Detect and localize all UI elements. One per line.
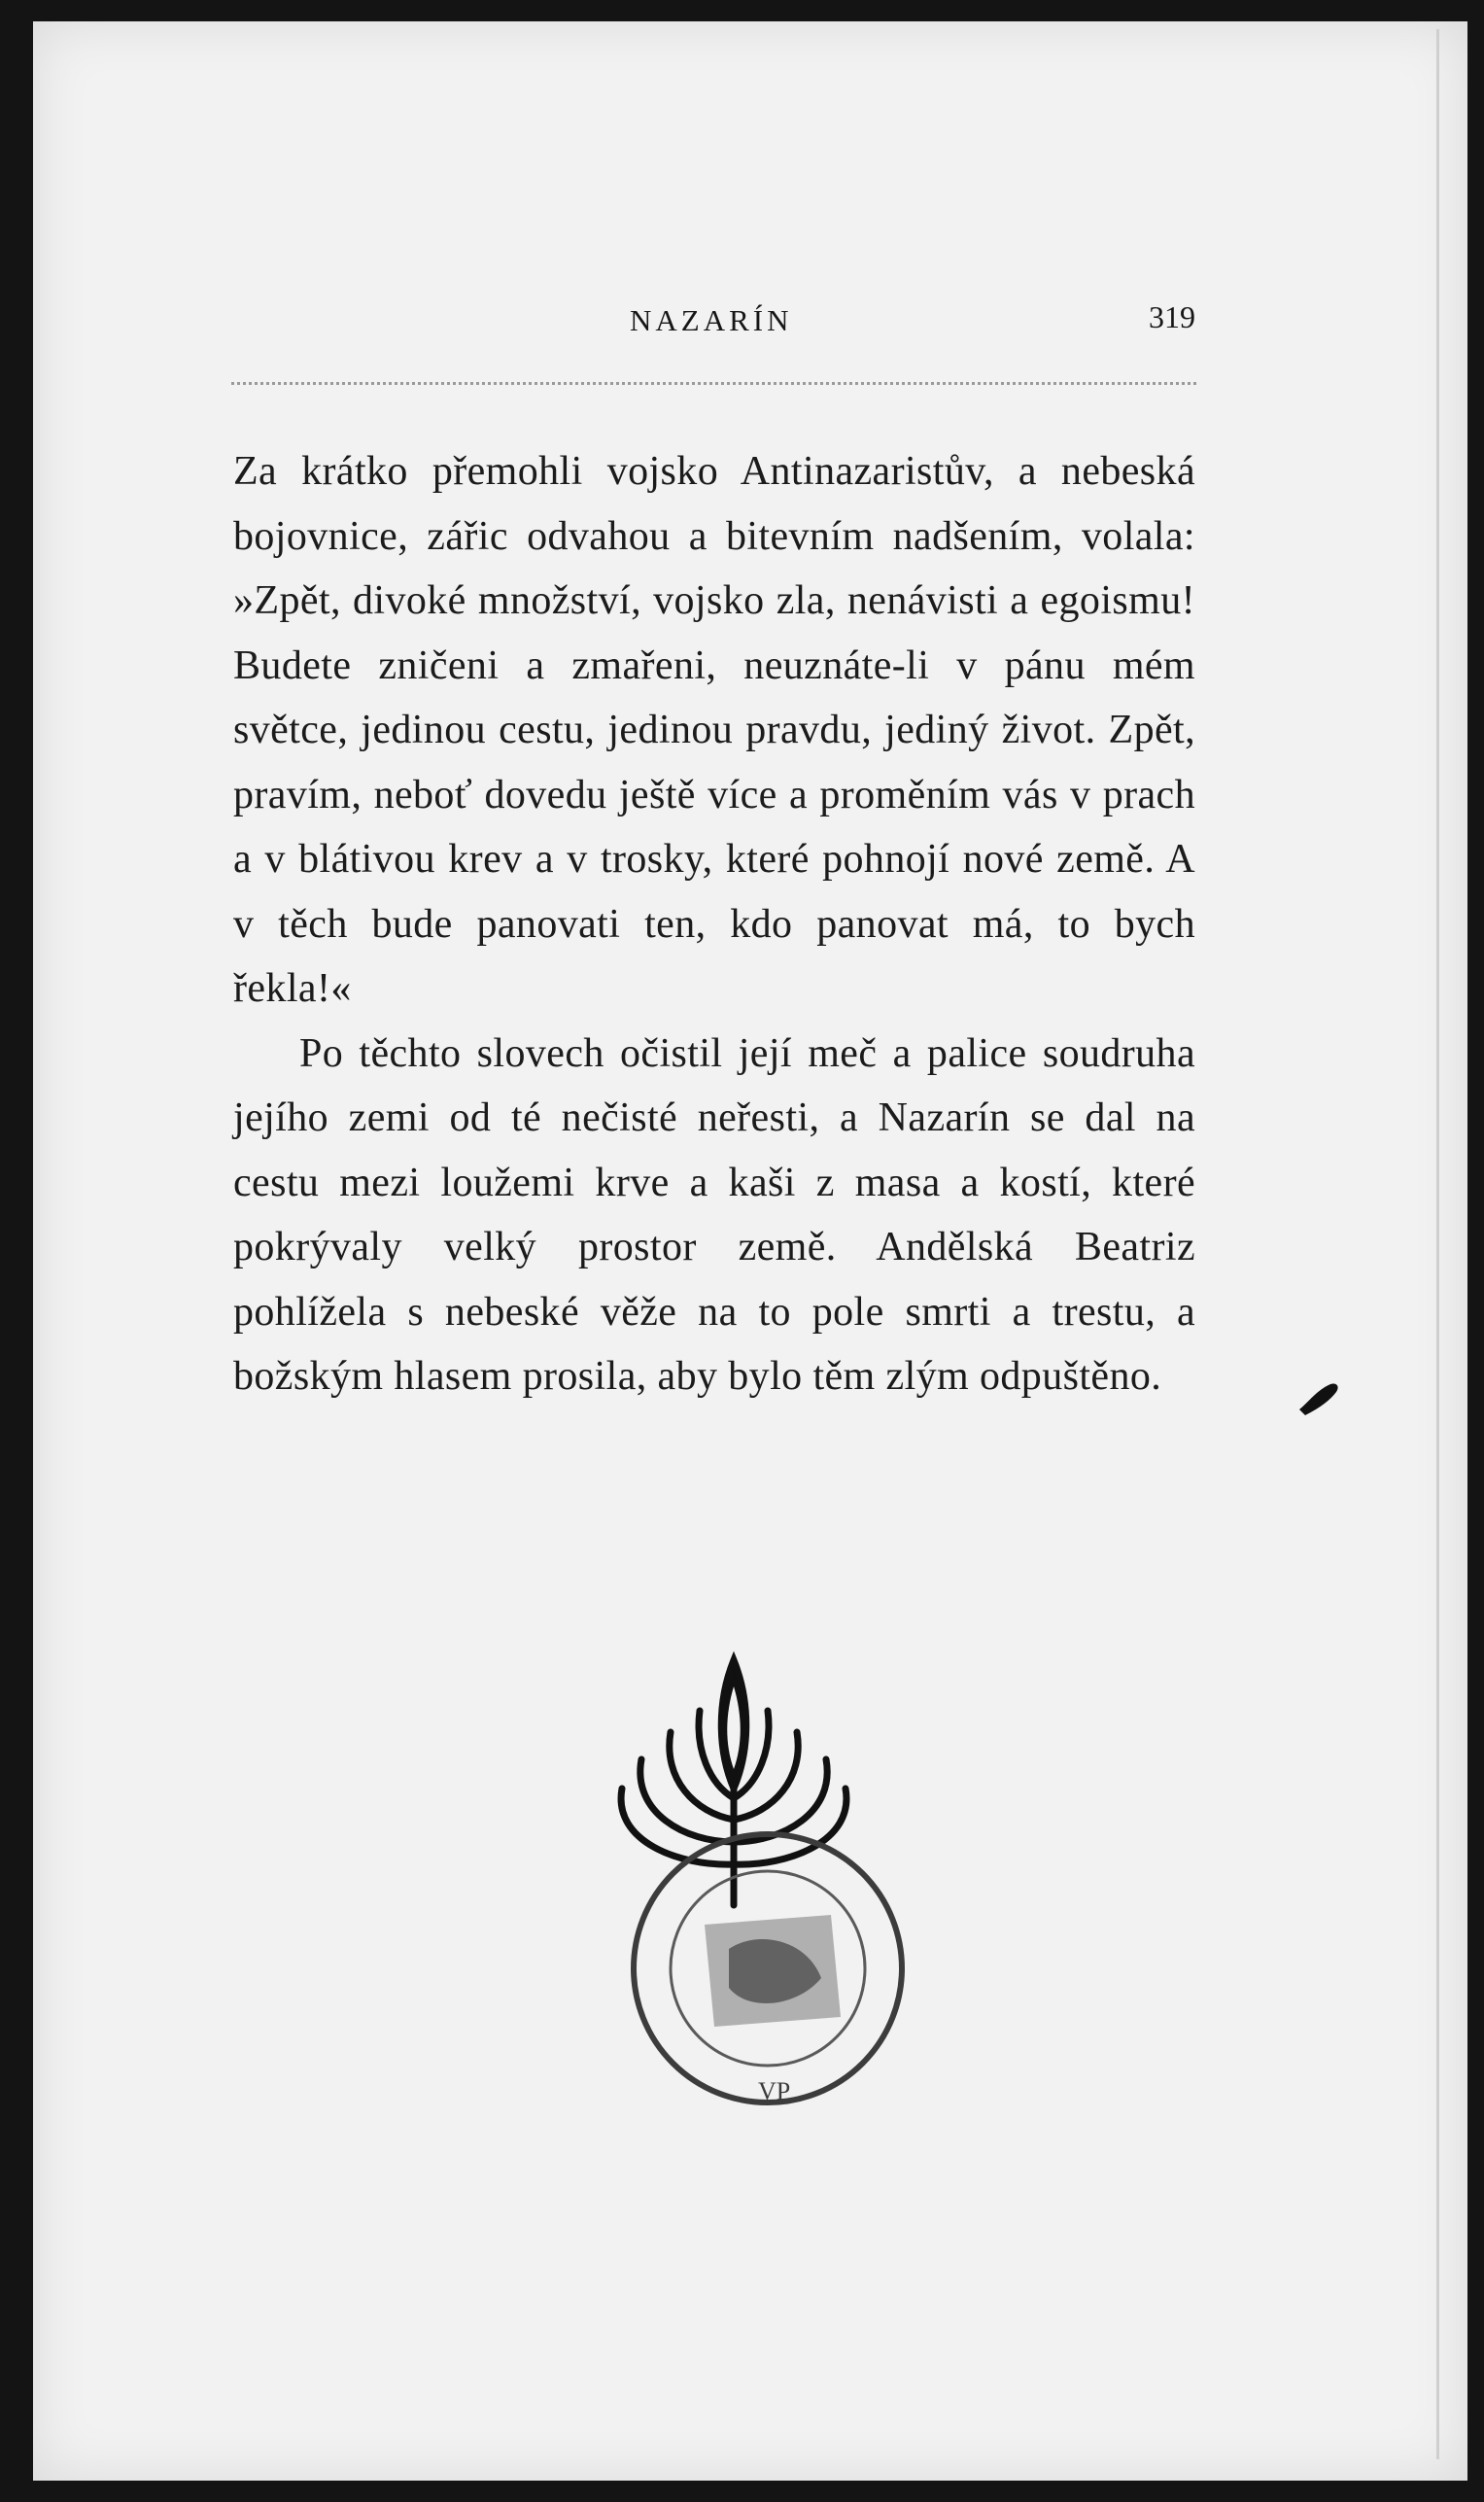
header-rule	[231, 382, 1196, 385]
paragraph-1: Za krátko přemohli vojsko Antinazaristův, a nebeská bojovnice, zářic odvahou a bitevním nadšením, volala: »Zpět, divoké množství, vojsko zla, nenávisti a egoismu! Budete zničeni a zmařeni, neuznáte-li v pánu mém světce, jedinou cestu, jedinou pravdu, jediný život. Zpět, pravím, neboť dovedu ještě více a proměním vás v prach a v blátivou krev a v trosky, které pohnojí nové země. A v těch bude panovati ten, kdo panovat má, to bych řekla!«	[233, 449, 1195, 1011]
stamp-text: VP	[758, 2077, 791, 2105]
body-text	[233, 439, 1195, 1409]
running-title: NAZARÍN	[630, 303, 793, 337]
page-header	[199, 290, 1195, 338]
page-number: 319	[1149, 299, 1195, 334]
page-edge	[1436, 29, 1439, 2459]
ink-mark-icon	[1297, 1380, 1342, 1417]
library-stamp	[622, 1813, 923, 2114]
paragraph-2: Po těchto slovech očistil její meč a palice soudruha jejího zemi od té nečisté neřesti, a Nazarín se dal na cestu mezi loužemi krve a kaši z masa a kostí, které pokrývaly velký prostor země. Andělská Beatriz pohlížela s nebeské věže na to pole smrti a trestu, a božským hlasem prosila, aby bylo těm zlým odpuštěno.	[233, 1030, 1195, 1399]
